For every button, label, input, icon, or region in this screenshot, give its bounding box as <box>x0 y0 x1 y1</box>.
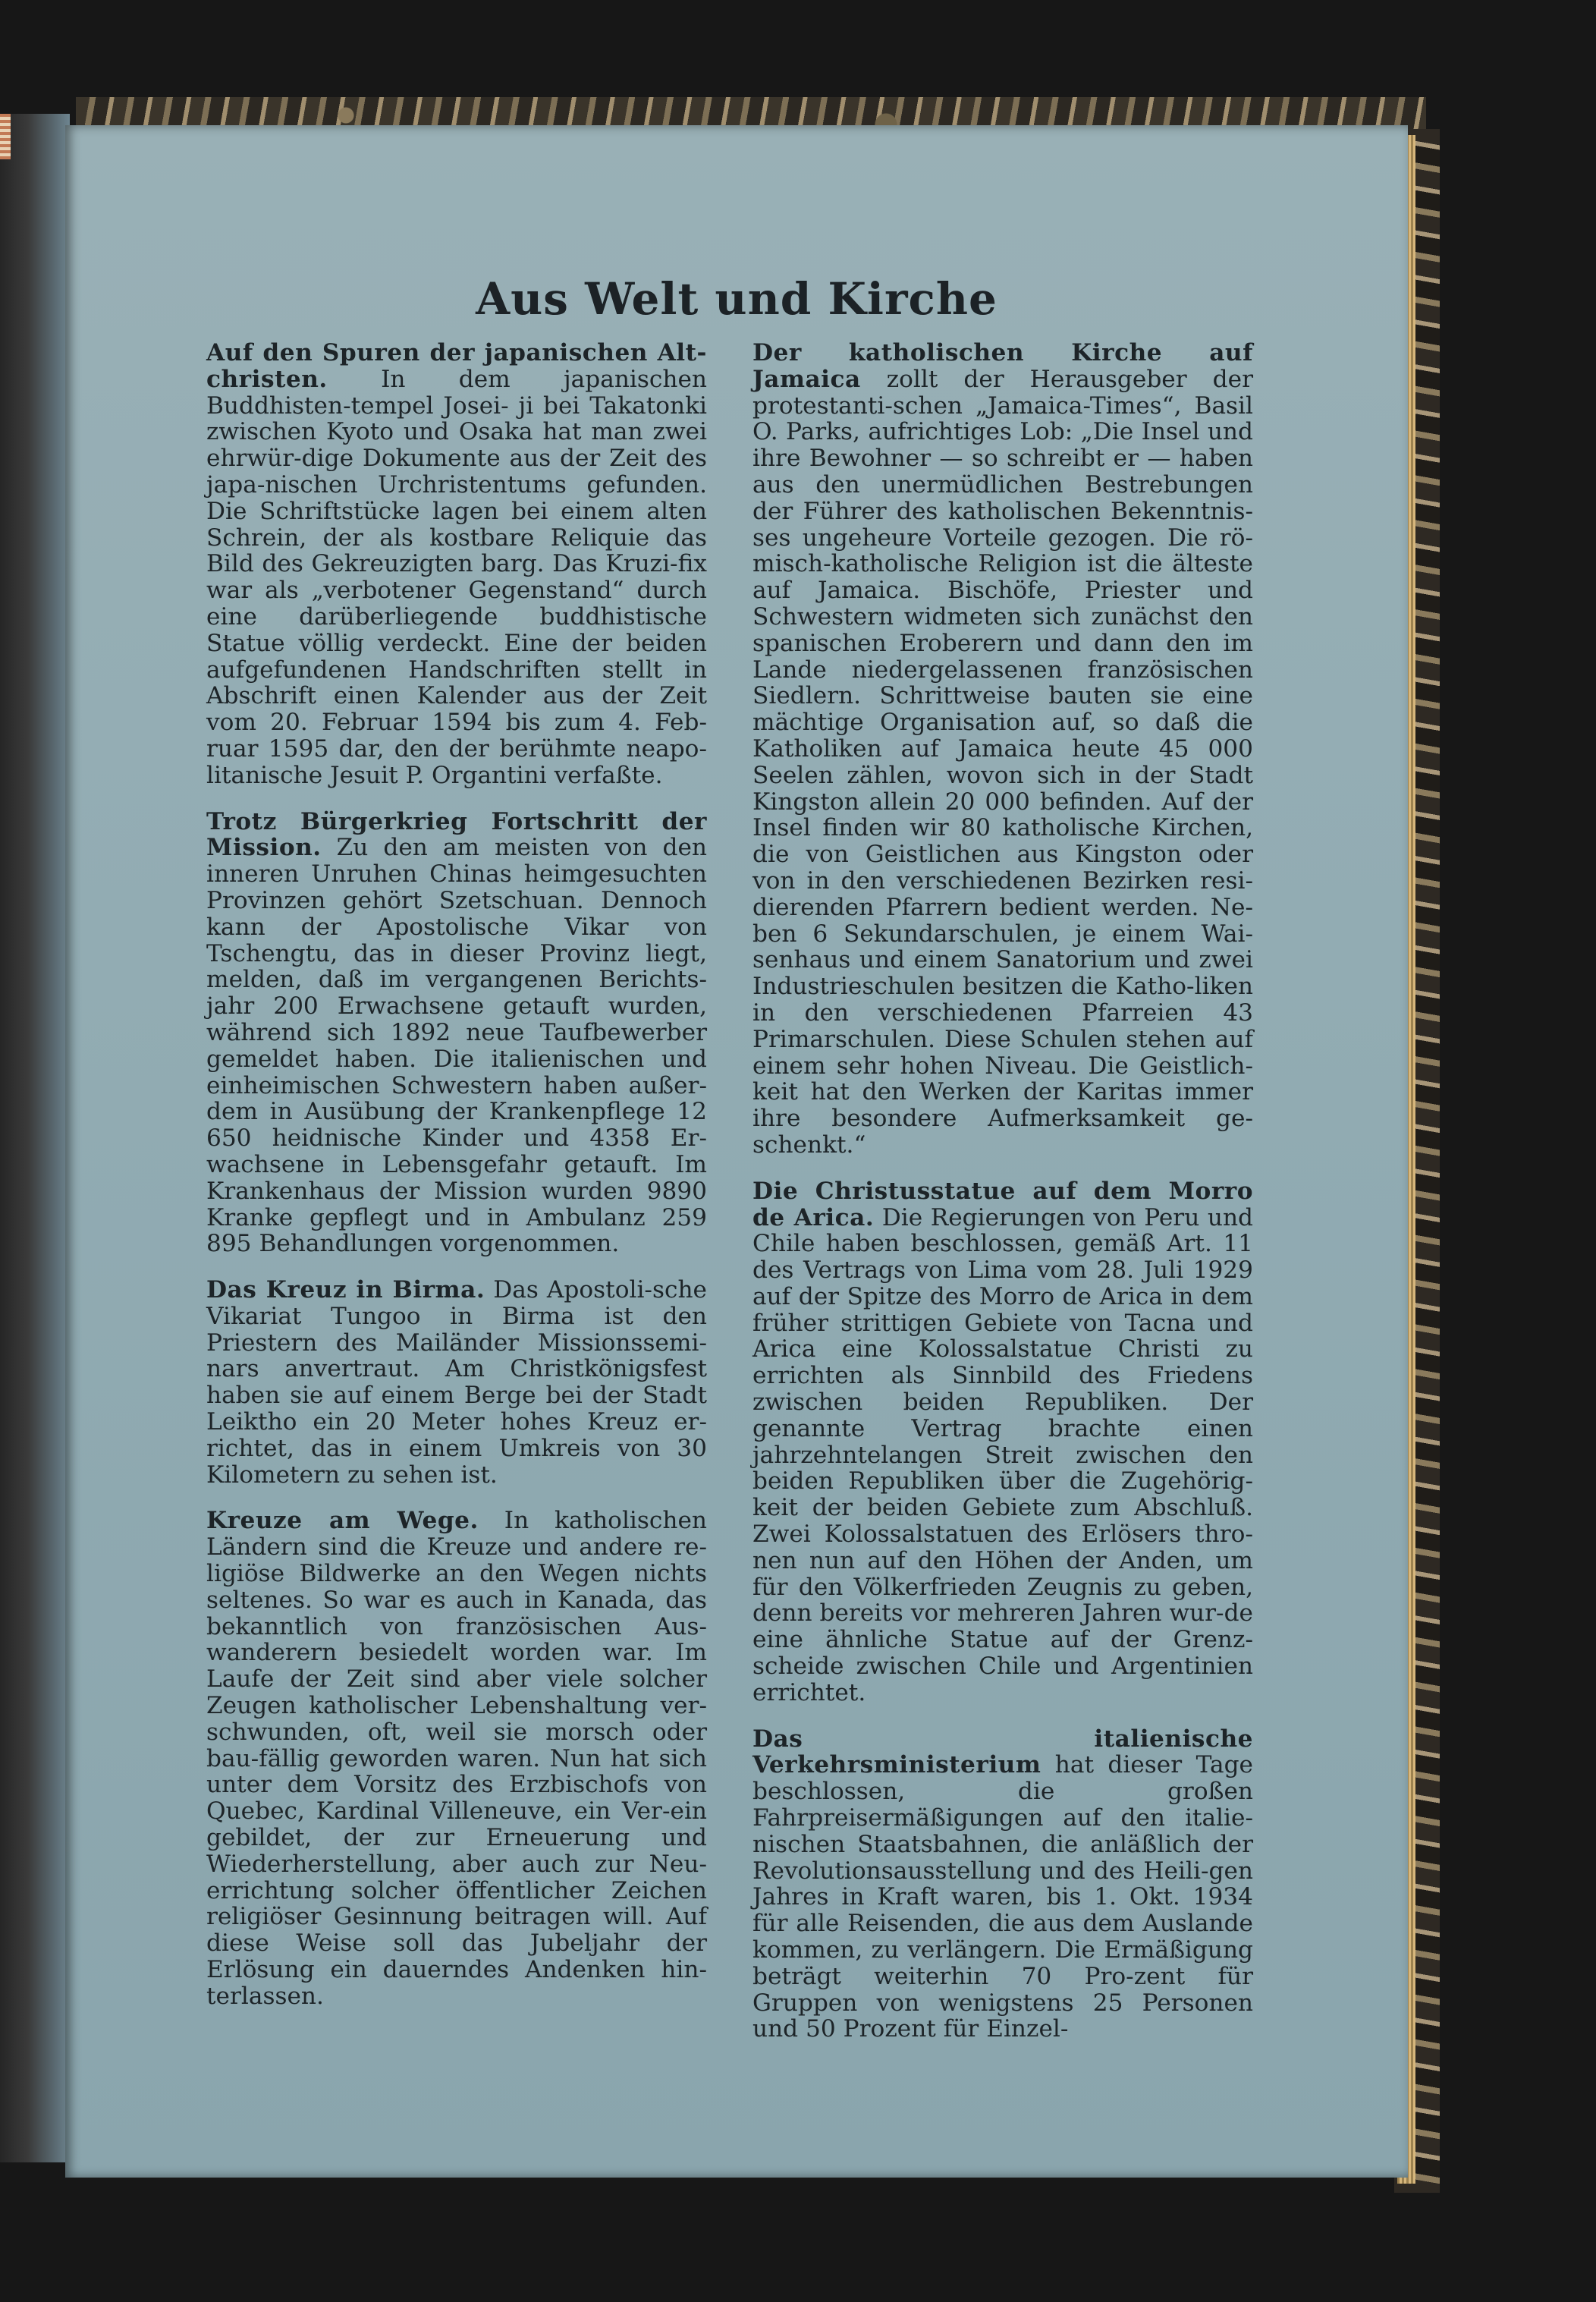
article-heading: Trotz Bürgerkrieg Fortschritt der Mission. <box>206 807 707 862</box>
article <box>206 809 707 1258</box>
article <box>752 1178 1253 1706</box>
article-text: hat dieser Tage beschlossen, die großen Fahrpreisermäßigungen auf den italie-nischen Staatsbahnen, die anläßlich der Revolutionsausstellung und des Heili-gen Jahres in Kraft waren, bis 1. Okt. 1934 für alle Reisenden, die aus dem Auslande kommen, zu verlängern. Die Ermäßigung beträgt weiterhin 70 Pro-zent für Gruppen von wenigstens 25 Personen und 50 Prozent für Einzel- <box>752 1751 1253 2043</box>
page-title: Aus Welt und Kirche <box>476 273 998 325</box>
article <box>206 1508 707 2009</box>
article-heading: Der katholischen Kirche auf Jamaica <box>752 339 1253 393</box>
article <box>752 340 1253 1159</box>
article-heading: Die Christusstatue auf dem Morro de Arica. <box>752 1177 1253 1231</box>
article-text: Zu den am meisten von den inneren Unruhen Chinas heimgesuchten Provinzen gehört Szetschuan. Dennoch kann der Apostolische Vikar von Tschengtu, das in dieser Provinz liegt, melden, daß im vergangenen Berichts-jahr 200 Erwachsene getauft wurden, während sich 1892 neue Taufbewerber gemeldet haben. Die italienischen und einheimischen Schwestern haben außer-dem in Ausübung der Krankenpflege 12 650 heidnische Kinder und 4358 Er-wachsene in Lebensgefahr getauft. Im Krankenhaus der Mission wurden 9890 Kranke gepflegt und in Ambulanz 259 895 Behandlungen vorgenommen. <box>206 834 707 1258</box>
article <box>206 340 707 789</box>
article <box>752 1726 1253 2043</box>
book-spine <box>0 114 70 2162</box>
article <box>206 1277 707 1488</box>
article-text: In katholischen Ländern sind die Kreuze und andere re-ligiöse Bildwerke an den Wegen nichts seltenes. So war es auch in Kanada, das bekanntlich von französischen Aus-wanderern besiedelt worden war. Im Laufe der Zeit sind aber viele solcher Zeugen katholischer Lebenshaltung ver-schwunden, oft, weil sie morsch oder bau-fällig geworden waren. Nun hat sich unter dem Vorsitz des Erzbischofs von Quebec, Kardinal Villeneuve, ein Ver-ein gebildet, der zur Erneuerung und Wiederherstellung, aber auch zur Neu-errichtung solcher öffentlicher Zeichen religiöser Gesinnung beitragen will. Auf diese Weise soll das Jubeljahr der Erlösung ein dauerndes Andenken hin-terlassen. <box>206 1507 707 2010</box>
book-page <box>65 125 1408 2178</box>
article-heading: Das italienische Verkehrsministerium <box>752 1725 1253 1779</box>
article-text: Die Regierungen von Peru und Chile haben beschlossen, gemäß Art. 11 des Vertrags von Lima vom 28. Juli 1929 auf der Spitze des Morro de Arica in dem früher strittigen Gebiete von Tacna und Arica eine Kolossalstatue Christi zu errichten als Sinnbild des Friedens zwischen beiden Republiken. Der genannte Vertrag brachte einen jahrzehntelangen Streit zwischen den beiden Republiken über die Zugehörig-keit der beiden Gebiete zum Abschluß. Zwei Kolossalstatuen des Erlösers thro-nen nun auf den Höhen der Anden, um für den Völkerfrieden Zeugnis zu geben, denn bereits vor mehreren Jahren wur-de eine ähnliche Statue auf der Grenz-scheide zwischen Chile und Argentinien errichtet. <box>752 1203 1253 1706</box>
right-column <box>752 340 1253 2062</box>
article-heading: Auf den Spuren der japanischen Alt-christen. <box>206 339 707 393</box>
article-heading: Kreuze am Wege. <box>206 1507 479 1535</box>
left-column <box>206 340 707 2030</box>
article-text: In dem japanischen Buddhisten-tempel Josei- ji bei Takatonki zwischen Kyoto und Osaka hat man zwei ehrwür-dige Dokumente aus der Zeit des japa-nischen Urchristentums gefunden. Die Schriftstücke lagen bei einem alten Schrein, der als kostbare Reliquie das Bild des Gekreuzigten barg. Das Kruzi-fix war als „verbotener Gegenstand“ durch eine darüberliegende buddhistische Statue völlig verdeckt. Eine der beiden aufgefundenen Handschriften stellt in Abschrift einen Kalender aus der Zeit vom 20. Februar 1594 bis zum 4. Feb-ruar 1595 dar, den der berühmte neapo-litanische Jesuit P. Organtini verfaßte. <box>206 365 707 789</box>
article-heading: Das Kreuz in Birma. <box>206 1276 485 1304</box>
article-text: Das Apostoli-sche Vikariat Tungoo in Birma ist den Priestern des Mailänder Missionssemi-nars anvertraut. Am Christkönigsfest haben sie auf einem Berge bei der Stadt Leiktho ein 20 Meter hohes Kreuz er-richtet, das in einem Umkreis von 30 Kilometern zu sehen ist. <box>206 1276 707 1489</box>
page-edge-marker <box>0 114 11 159</box>
article-text: zollt der Herausgeber der protestanti-schen „Jamaica-Times“, Basil O. Parks, aufrichtiges Lob: „Die Insel und ihre Bewohner — so schreibt er — haben aus den unermüdlichen Bestrebungen der Führer des katholischen Bekenntnis-ses ungeheure Vorteile gezogen. Die rö-misch-katholische Religion ist die älteste auf Jamaica. Bischöfe, Priester und Schwestern widmeten sich zunächst den spanischen Eroberern und dann den im Lande niedergelassenen französischen Siedlern. Schrittweise bauten sie eine mächtige Organisation auf, so daß die Katholiken auf Jamaica heute 45 000 Seelen zählen, wovon sich in der Stadt Kingston allein 20 000 befinden. Auf der Insel finden wir 80 katholische Kirchen, die von Geistlichen aus Kingston oder von in den verschiedenen Bezirken resi-dierenden Pfarrern bedient werden. Ne-ben 6 Sekundarschulen, je einem Wai-senhaus und einem Sanatorium und zwei Industrieschulen besitzen die Katho-liken in den verschiedenen Pfarreien 43 Primarschulen. Diese Schulen stehen auf einem sehr hohen Niveau. Die Geistlich-keit hat den Werken der Karitas immer ihre besondere Aufmerksamkeit ge-schenkt.“ <box>752 365 1253 1159</box>
